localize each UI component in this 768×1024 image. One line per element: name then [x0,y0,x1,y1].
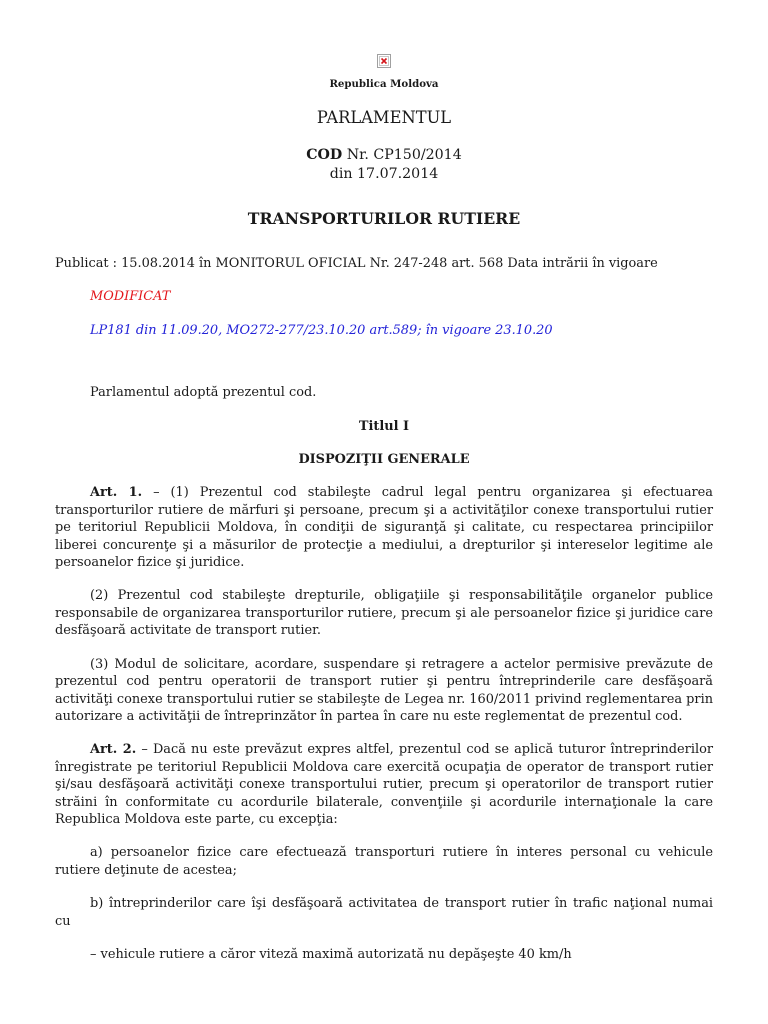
article-2-text: – Dacă nu este prevăzut expres altfel, prezentul cod se aplică tuturor întreprinderilor înregistrate pe teritoriul Republicii Moldova care exercită ocupaţia de operator de transport rutier şi/sau desfăşoară activităţi conexe transportului rutier, precum şi operatorilor de transport rutier străini în conformitate cu acordurile bilaterale, convenţiile şi acordurile internaţionale la care Republica Moldova este parte, cu excepţia: [55,742,713,827]
title-number: Titlul I [358,418,410,434]
article-1-label: Art. 1. [90,485,143,501]
code-number-line [0,146,768,165]
preamble: Parlamentul adoptă prezentul cod. [90,385,317,401]
article-1-paragraph-3: (3) Modul de solicitare, acordare, suspendare şi retragere a actelor permisive prevăzute de prezentul cod pentru operatorii de transport rutier şi pentru întreprinderile care desfăşoară activităţi conexe transportului rutier se stabileşte de Legea nr. 160/2011 privind reglementarea prin autorizare a activităţii de întreprinzător în partea în care nu este reglementat de prezentul cod. [55,656,713,724]
article-2-item-a: a) persoanelor fizice care efectuează transporturi rutiere în interes personal cu vehicule rutiere deţinute de acestea; [55,845,713,878]
article-1-paragraph-1 [55,484,713,571]
law-title: TRANSPORTURILOR RUTIERE [247,209,521,228]
article-2-item-b: b) întreprinderilor care îşi desfăşoară activitatea de transport rutier în trafic naţional numai cu [55,896,713,929]
article-2-paragraph-1 [55,741,713,828]
amendment-reference-link[interactable]: LP181 din 11.09.20, MO272-277/23.10.20 art.589; în vigoare 23.10.20 [90,322,553,338]
code-label: COD [306,147,343,163]
document-body [55,255,713,979]
institution-heading: PARLAMENTUL [316,108,452,127]
article-1-paragraph-2: (2) Prezentul cod stabileşte drepturile, obligaţiile şi responsabilităţile organelor publice responsabile de organizarea transporturilor rutiere, precum şi ale persoanelor fizice şi juridice care desfăşoară activitate de transport rutier. [55,588,713,639]
amendment-reference-line [55,322,713,339]
article-1-text: – (1) Prezentul cod stabileşte cadrul legal pentru organizarea şi efectuarea transporturilor rutiere de mărfuri şi persoane, precum şi a activităţilor conexe transportului rutier pe teritoriul Republicii Moldova, în condiţii de siguranţă şi calitate, cu respectarea principiilor liberei concurenţe şi a măsurilor de protecţie a mediului, a drepturilor şi intereselor legitime ale persoanelor fizice şi juridice. [55,485,713,571]
code-number: Nr. CP150/2014 [342,147,462,163]
title-name: DISPOZIŢII GENERALE [298,452,470,468]
amendment-label: MODIFICAT [90,289,171,305]
code-date: din 17.07.2014 [329,166,439,182]
article-2-item-b-subitem: – vehicule rutiere a căror viteză maximă autorizată nu depăşeşte 40 km/h [90,946,572,962]
article-2-label: Art. 2. [90,742,137,758]
country-label: Republica Moldova [329,78,439,90]
publication-info: Publicat : 15.08.2014 în MONITORUL OFICIAL Nr. 247-248 art. 568 Data intrării în vigoare [55,256,658,271]
broken-image-icon [377,54,391,68]
